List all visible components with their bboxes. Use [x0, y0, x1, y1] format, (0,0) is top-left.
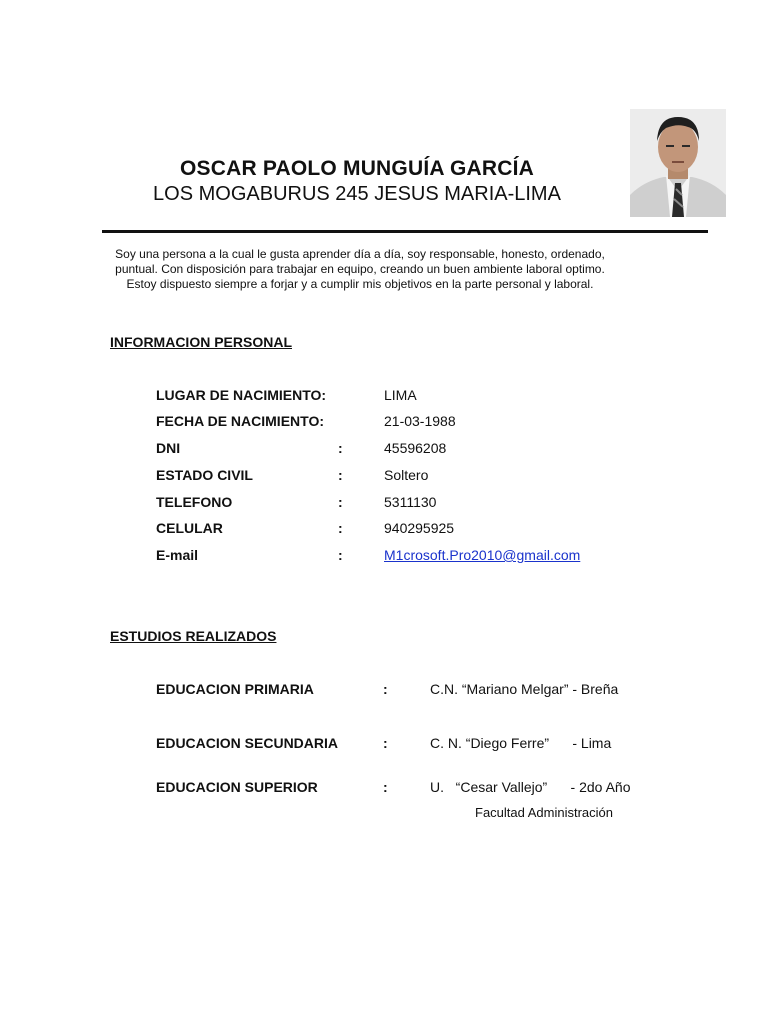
- personal-colon-civil-status: :: [338, 467, 343, 483]
- personal-label-mobile: CELULAR: [156, 520, 223, 536]
- education-label-secondary: EDUCACION SECUNDARIA: [156, 735, 339, 751]
- personal-label-phone: TELEFONO: [156, 494, 233, 510]
- personal-label-dni: DNI: [156, 440, 181, 456]
- personal-value-civil-status: Soltero: [384, 467, 429, 483]
- education-faculty: Facultad Administración: [475, 805, 614, 820]
- header-divider: [102, 230, 708, 233]
- profile-photo-graphic: [630, 109, 726, 217]
- education-value-higher: U. “Cesar Vallejo” - 2do Año: [430, 779, 631, 795]
- personal-label-birthplace: LUGAR DE NACIMIENTO:: [156, 387, 327, 403]
- personal-value-dni: 45596208: [384, 440, 447, 456]
- email-link[interactable]: M1crosoft.Pro2010@gmail.com: [384, 547, 581, 563]
- profile-summary: Soy una persona a la cual le gusta aprender día a día, soy responsable, honesto, ordenado, puntual. Con disposición para trabajar en equipo, creando un buen ambiente laboral optimo. Estoy dispuesto siempre a forjar y a cumplir mis objetivos en la parte personal y laboral.: [115, 247, 605, 291]
- personal-colon-email: :: [338, 547, 343, 563]
- education-label-primary: EDUCACION PRIMARIA: [156, 681, 314, 697]
- profile-photo: [630, 109, 726, 217]
- section-title-personal: INFORMACION PERSONAL: [110, 334, 292, 350]
- education-colon-secondary: :: [383, 735, 388, 751]
- personal-value-mobile: 940295925: [384, 520, 455, 536]
- education-colon-primary: :: [383, 681, 388, 697]
- personal-label-birthdate: FECHA DE NACIMIENTO:: [156, 413, 324, 429]
- education-label-higher: EDUCACION SUPERIOR: [156, 779, 318, 795]
- education-value-secondary: C. N. “Diego Ferre” - Lima: [430, 735, 612, 751]
- personal-colon-mobile: :: [338, 520, 343, 536]
- education-colon-higher: :: [383, 779, 388, 795]
- section-title-education: ESTUDIOS REALIZADOS: [110, 628, 277, 644]
- personal-colon-phone: :: [338, 494, 343, 510]
- personal-value-phone: 5311130: [384, 494, 437, 510]
- education-value-primary: C.N. “Mariano Melgar” - Breña: [430, 681, 619, 697]
- candidate-address: LOS MOGABURUS 245 JESUS MARIA-LIMA: [153, 183, 561, 205]
- personal-colon-dni: :: [338, 440, 343, 456]
- personal-label-email: E-mail: [156, 547, 199, 563]
- personal-value-birthplace: LIMA: [384, 387, 417, 403]
- personal-label-civil-status: ESTADO CIVIL: [156, 467, 253, 483]
- personal-value-email: [384, 547, 580, 563]
- personal-value-birthdate: 21-03-1988: [384, 413, 456, 429]
- candidate-name: OSCAR PAOLO MUNGUÍA GARCÍA: [179, 157, 535, 180]
